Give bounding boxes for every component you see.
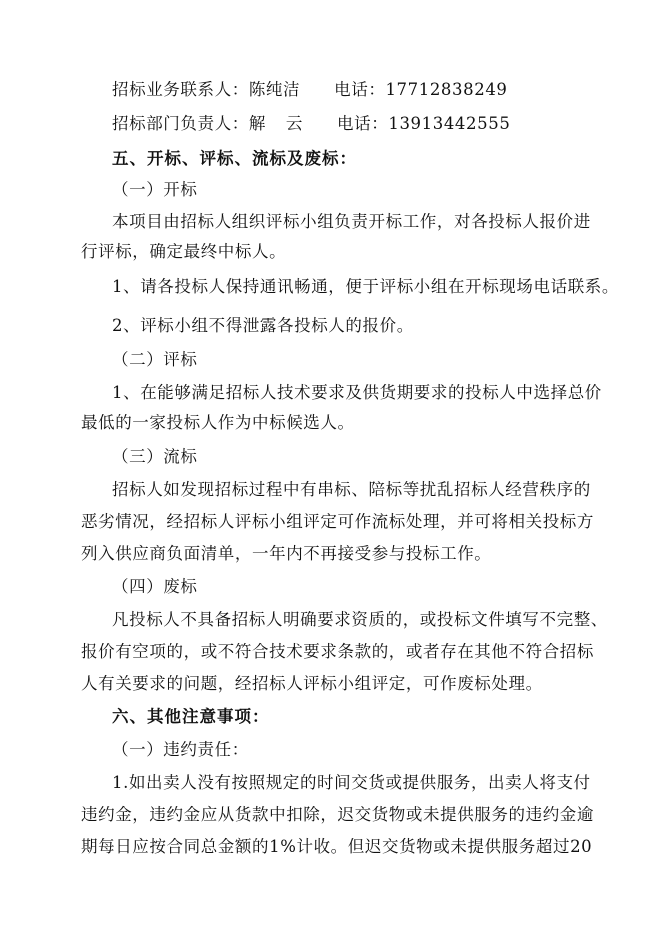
contact-department-name-2: 云	[285, 114, 304, 133]
section5-sub3-para-line2: 恶劣情况，经招标人评标小组评定可作流标处理，并可将相关投标方	[81, 512, 594, 531]
contact-department-line	[112, 113, 510, 135]
section6-sub1-item1-line2: 违约金，违约金应从货款中扣除，迟交货物或未提供服务的违约金逾	[81, 805, 594, 824]
section6-heading: 六、其他注意事项：	[112, 707, 270, 726]
section5-sub2-title: （二）评标	[112, 350, 198, 369]
section5-sub2-item1-line2: 最低的一家投标人作为中标候选人。	[81, 413, 355, 432]
contact-department-name-1: 解	[248, 114, 266, 133]
contact-business-label: 招标业务联系人：	[112, 80, 249, 99]
section5-sub1-title: （一）开标	[112, 180, 198, 199]
section5-sub2-item1-line1: 1、在能够满足招标人技术要求及供货期要求的投标人中选择总价	[112, 383, 602, 402]
section5-sub3-para-line3: 列入供应商负面清单，一年内不再接受参与投标工作。	[81, 544, 492, 563]
section5-sub4-para-line3: 人有关要求的问题，经招标人评标小组评定，可作废标处理。	[81, 674, 543, 693]
contact-business-phone: 17712838249	[385, 80, 508, 99]
section5-heading: 五、开标、评标、流标及废标：	[112, 149, 357, 168]
section5-sub1-para-line1: 本项目由招标人组织评标小组负责开标工作，对各投标人报价进	[112, 212, 591, 231]
section6-sub1-item1-line3: 期每日应按合同总金额的1%计收。但迟交货物或未提供服务超过20	[81, 837, 593, 856]
section5-sub3-title: （三）流标	[112, 447, 198, 466]
contact-business-name: 陈纯洁	[248, 80, 301, 99]
section5-sub1-para-line2: 行评标，确定最终中标人。	[81, 242, 287, 261]
section5-sub1-item2: 2、评标小组不得泄露各投标人的报价。	[112, 316, 414, 335]
contact-business-line	[112, 79, 508, 101]
section5-sub4-para-line2: 报价有空项的，或不符合技术要求条款的，或者存在其他不符合招标	[81, 642, 594, 661]
section6-sub1-item1-line1: 1.如出卖人没有按照规定的时间交货或提供服务，出卖人将支付	[112, 773, 591, 792]
section5-sub4-title: （四）废标	[112, 577, 198, 596]
contact-business-phone-label: 电话：	[334, 80, 386, 99]
section5-sub4-para-line1: 凡投标人不具备招标人明确要求资质的，或投标文件填写不完整、	[112, 610, 608, 629]
section5-sub1-item1: 1、请各投标人保持通讯畅通，便于评标小组在开标现场电话联系。	[112, 277, 619, 296]
section5-sub3-para-line1: 招标人如发现招标过程中有串标、陪标等扰乱招标人经营秩序的	[112, 480, 591, 499]
contact-department-label: 招标部门负责人：	[112, 114, 249, 133]
contact-department-phone-label: 电话：	[337, 114, 389, 133]
contact-department-phone: 13913442555	[388, 114, 511, 133]
section6-sub1-title: （一）违约责任：	[112, 740, 249, 759]
